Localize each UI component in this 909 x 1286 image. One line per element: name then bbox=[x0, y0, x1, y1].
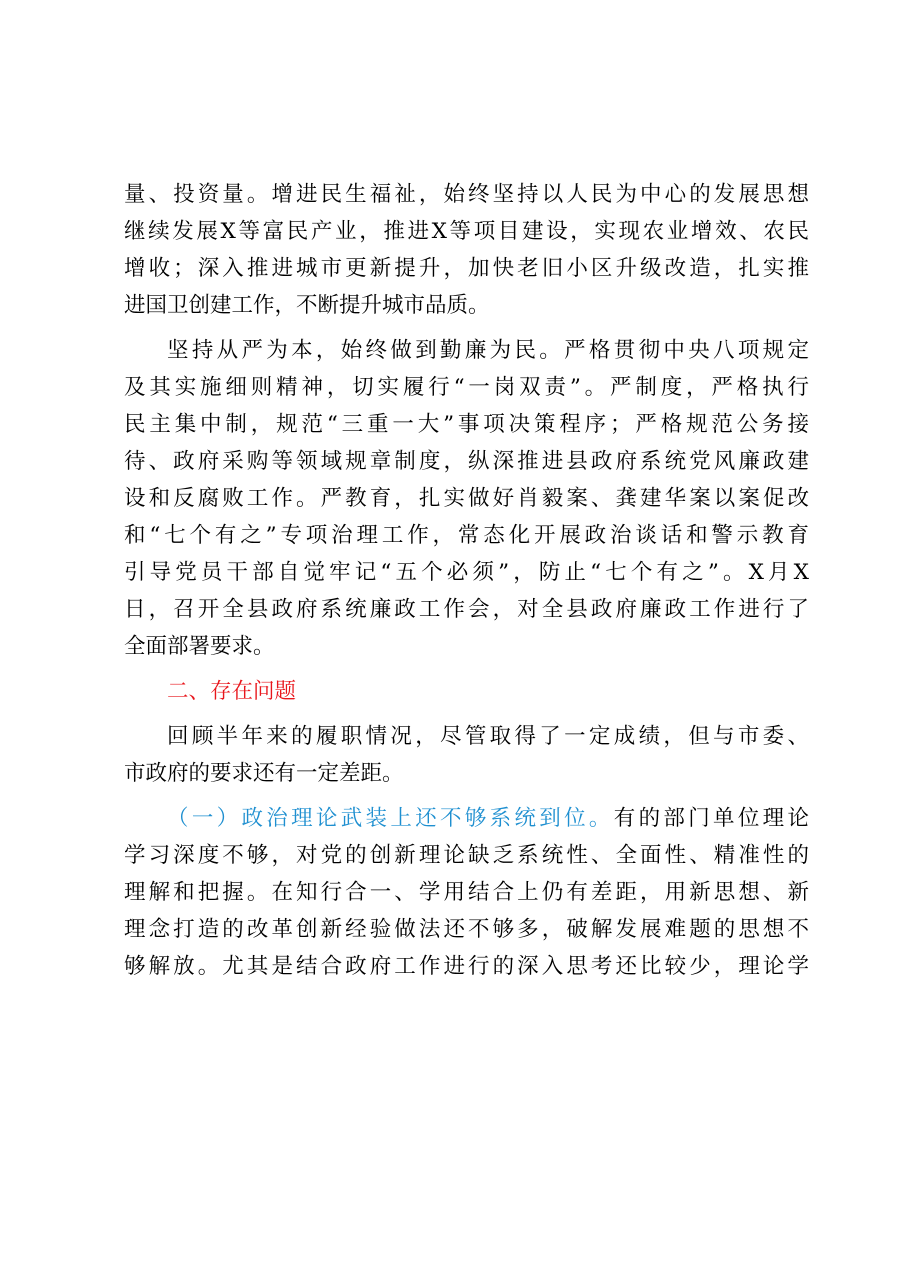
text-line: 增收；深入推进城市更新提升，加快老旧小区升级改造，扎实推 bbox=[124, 256, 809, 281]
text-line: 继续发展X等富民产业，推进X等项目建设，实现农业增效、农民 bbox=[124, 219, 809, 244]
text-line: 学习深度不够，对党的创新理论缺乏系统性、全面性、精准性的 bbox=[124, 843, 809, 868]
paragraph-3 bbox=[124, 718, 809, 792]
text-line: 理解和把握。在知行合一、学用结合上仍有差距，用新思想、新 bbox=[124, 880, 809, 905]
text-line: 及其实施细则精神，切实履行“一岗双责”。严制度，严格执行 bbox=[124, 375, 809, 400]
sub-heading: （一）政治理论武装上还不够系统到位。 bbox=[167, 806, 614, 831]
sub-heading-rest: 有的部门单位理论 bbox=[613, 806, 809, 831]
text-line: 坚持从严为本，始终做到勤廉为民。严格贯彻中央八项规定 bbox=[167, 338, 809, 363]
text-line: 回顾半年来的履职情况，尽管取得了一定成绩，但与市委、 bbox=[167, 724, 809, 749]
text-line bbox=[124, 800, 809, 837]
document-body bbox=[124, 176, 809, 985]
text-line: 理念打造的改革创新经验做法还不够多，破解发展难题的思想不 bbox=[124, 917, 809, 942]
paragraph-1 bbox=[124, 176, 809, 324]
text-line: 量、投资量。增进民生福祉，始终坚持以人民为中心的发展思想 bbox=[124, 182, 809, 207]
text-line: 日，召开全县政府系统廉政工作会，对全县政府廉政工作进行了 bbox=[124, 597, 809, 622]
text-line: 设和反腐败工作。严教育，扎实做好肖毅案、龚建华案以案促改 bbox=[124, 486, 809, 511]
text-line: 市政府的要求还有一定差距。 bbox=[124, 761, 404, 786]
paragraph-4 bbox=[124, 800, 809, 985]
text-line: 待、政府采购等领域规章制度，纵深推进县政府系统党风廉政建 bbox=[124, 449, 809, 474]
section-heading: 二、存在问题 bbox=[167, 679, 297, 704]
text-line: 引导党员干部自觉牢记“五个必须”，防止“七个有之”。X月X bbox=[124, 560, 809, 585]
text-line: 全面部署要求。 bbox=[124, 634, 275, 659]
text-line: 够解放。尤其是结合政府工作进行的深入思考还比较少，理论学 bbox=[124, 954, 809, 979]
text-line: 和“七个有之”专项治理工作，常态化开展政治谈话和警示教育 bbox=[124, 523, 809, 548]
text-line: 进国卫创建工作，不断提升城市品质。 bbox=[124, 293, 490, 318]
text-line: 民主集中制，规范“三重一大”事项决策程序；严格规范公务接 bbox=[124, 412, 809, 437]
paragraph-2 bbox=[124, 332, 809, 665]
